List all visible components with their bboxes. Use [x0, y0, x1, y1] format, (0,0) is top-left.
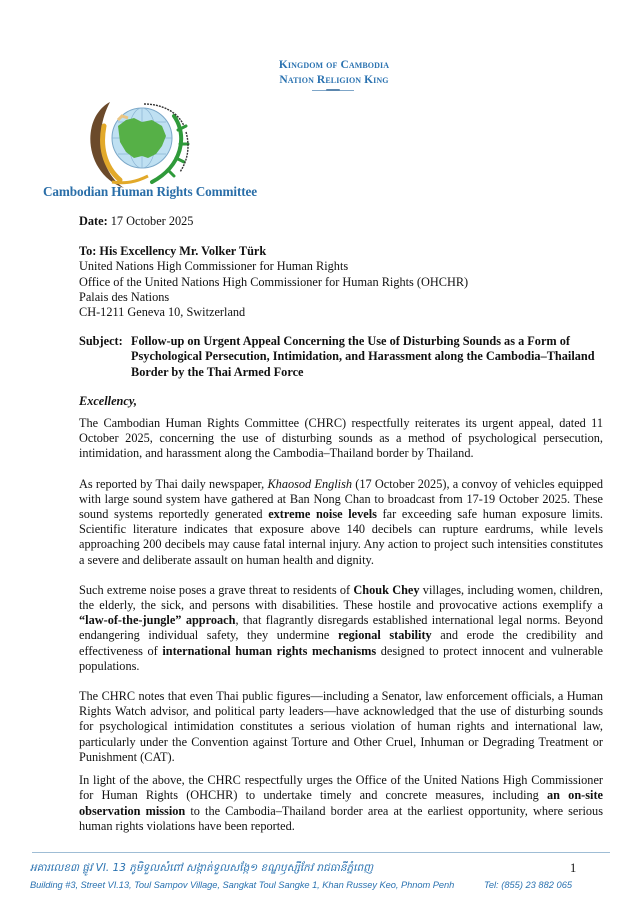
recipient-name: To: His Excellency Mr. Volker Türk	[79, 244, 267, 259]
addressee-block	[79, 244, 603, 320]
address-line: Office of the United Nations High Commissioner for Human Rights (OHCHR)	[79, 274, 469, 289]
address-line: United Nations High Commissioner for Human Rights	[79, 259, 349, 274]
subject-line	[79, 334, 603, 380]
paragraph-5: In light of the above, the CHRC respectfully urges the Office of the United Nations High Commissioner for Human Rights (OHCHR) to undertake timely and concrete measures, including an on-site observation mission to the Cambodia–Thailand border area at the earliest opportunity, where serious human rights violations have been reported.	[79, 773, 604, 833]
paragraph-2: As reported by Thai daily newspaper, Khaosod English (17 October 2025), a convoy of vehicles equipped with large sound system have gathered at Ban Nong Chan to broadcast from 17-19 October 2025. These sound systems reportedly generated extreme noise levels far exceeding safe human exposure limits. Scientific literature indicates that exposure above 140 decibels can rupture eardrums, while levels approaching 200 decibels may cause fatal internal injury. Any action to project such intensities constitutes a severe and deliberate assault on human health and dignity.	[79, 476, 604, 567]
paragraph-4: The CHRC notes that even Thai public figures—including a Senator, law enforcement officials, a Human Rights Watch advisor, and political party leaders—have acknowledged that the use of disturbing sounds for psychological intimidation constitutes a serious violation of human rights and international law, particularly under the Convention against Torture and Other Cruel, Inhuman or Degrading Treatment or Punishment (CAT).	[79, 689, 603, 764]
footer-english-address: Building #3, Street VI.13, Toul Sampov Village, Sangkat Toul Sangke 1, Khan Russey Keo, Phnom Penh	[30, 880, 455, 890]
footer-divider	[32, 852, 610, 853]
chrc-logo-icon	[82, 96, 198, 226]
date-line	[79, 214, 603, 229]
date-label: Date:	[79, 214, 108, 228]
footer-khmer-address: អគារលេខ៣ ផ្លូវ VI. 13 ភូមិទួលសំពៅ សង្កាត់ទួលសង្កែ១ ខណ្ឌឫស្សីកែវ រាជធានីភ្នំពេញ	[30, 862, 374, 874]
address-line: CH-1211 Geneva 10, Switzerland	[79, 305, 246, 320]
paragraph-3: Such extreme noise poses a grave threat to residents of Chouk Chey villages, including women, children, the elderly, the sick, and persons with disabilities. These hostile and provocative actions exemplify a “law-of-the-jungle” approach, that flagrantly disregards established international legal norms. Beyond endangering individual safety, they undermine regional stability and erode the credibility and effectiveness of international human rights mechanisms designed to protect innocent and vulnerable populations.	[79, 582, 604, 673]
header-ornament-divider	[312, 90, 354, 92]
national-motto: Nation Religion King	[279, 74, 389, 86]
salutation: Excellency,	[79, 393, 137, 408]
date-value: 17 October 2025	[110, 214, 194, 228]
kingdom-title: Kingdom of Cambodia	[278, 59, 390, 71]
subject-label: Subject:	[79, 334, 123, 349]
footer-telephone: Tel: (855) 23 882 065	[484, 880, 573, 890]
letter-body	[79, 214, 603, 849]
address-line: Palais des Nations	[79, 289, 170, 304]
letterhead-kingdom-motto	[264, 58, 404, 88]
paragraph-1: The Cambodian Human Rights Committee (CHRC) respectfully reiterates its urgent appeal, dated 11 October 2025, concerning the use of disturbing sounds as a method of psychological persecution, intimidation, and harassment along the Cambodia–Thailand border by Thailand.	[79, 416, 603, 461]
subject-text: Follow-up on Urgent Appeal Concerning the Use of Disturbing Sounds as a Form of Psychological Persecution, Intimidation, and Harassment along the Cambodia–Thailand Border by the Thai Armed Force	[131, 334, 595, 379]
organization-name: Cambodian Human Rights Committee	[43, 184, 258, 199]
page-number: 1	[570, 861, 577, 875]
newspaper-name: Khaosod English	[267, 476, 353, 491]
